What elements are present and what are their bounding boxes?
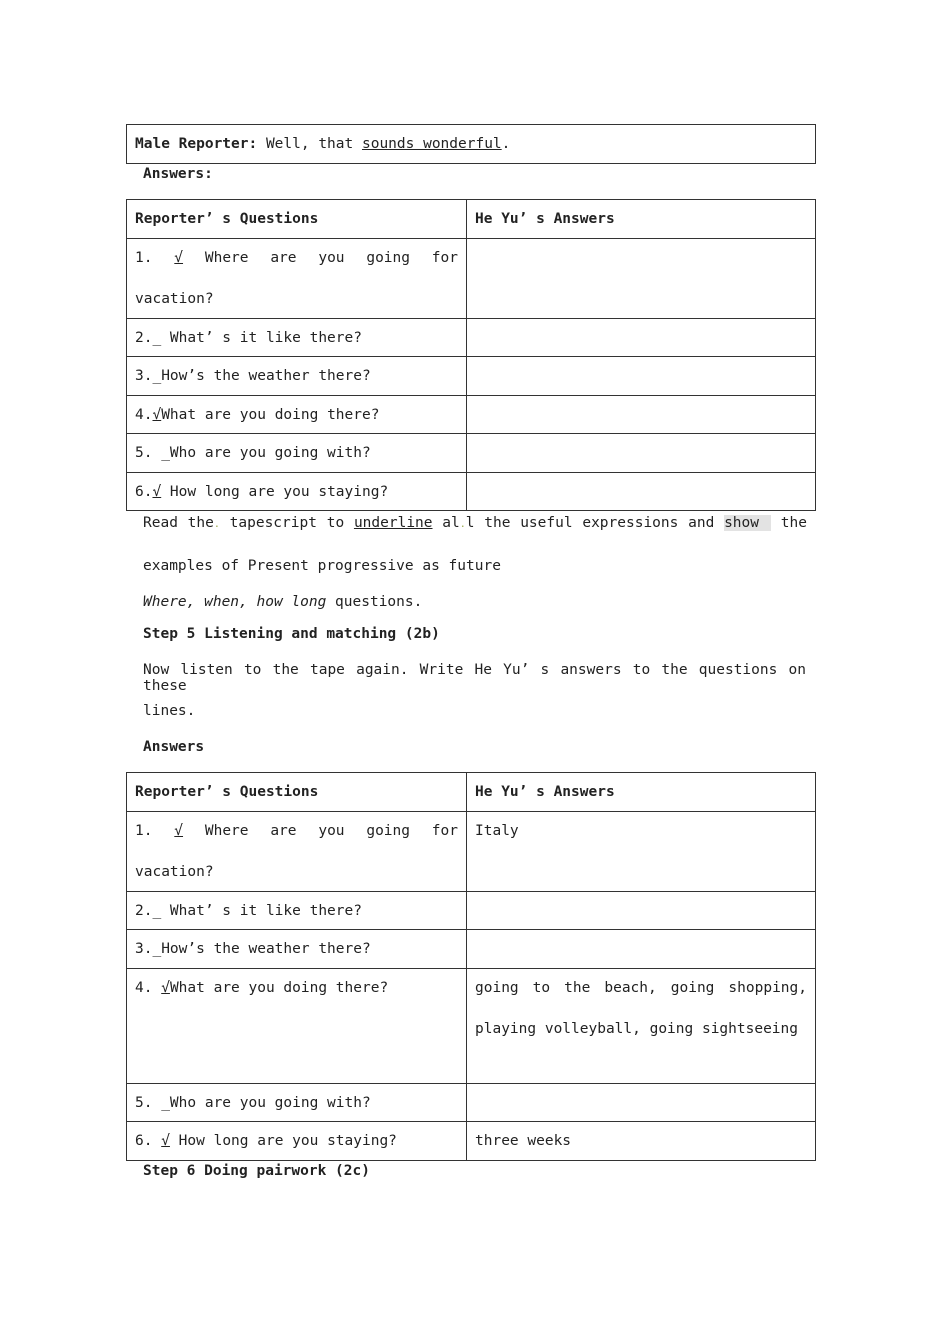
table-row: [127, 239, 816, 319]
question-cell: 5. _Who are you going with?: [127, 1084, 467, 1122]
table-row: [127, 812, 816, 892]
questions-table-1: [126, 199, 816, 511]
table-row: [127, 434, 816, 473]
table-row: [127, 892, 816, 930]
questions-table-2: [126, 772, 816, 1161]
checkmark: √: [152, 484, 162, 500]
header-questions: Reporter’ s Questions: [127, 200, 467, 239]
question-cell: 3._How’s the weather there?: [127, 930, 467, 969]
answer-cell: going to the beach, going shopping, playing volleyball, going sightseeing: [467, 969, 816, 1084]
table-row: [127, 357, 816, 396]
header-questions: Reporter’ s Questions: [127, 773, 467, 812]
answer-cell: [467, 473, 816, 511]
question-cell: 4. √What are you doing there?: [127, 969, 467, 1084]
checkmark: √: [161, 980, 170, 996]
answer-cell: three weeks: [467, 1122, 816, 1161]
table-row: [127, 969, 816, 1084]
question-cell: 3._How’s the weather there?: [127, 357, 467, 396]
step6-heading: Step 6 Doing pairwork (2c): [143, 1163, 370, 1179]
underlined-phrase: sounds wonderful: [361, 136, 502, 152]
step5-line2: lines.: [143, 703, 196, 719]
question-cell: 6.√ How long are you staying?: [127, 473, 467, 511]
table-row: [127, 1084, 816, 1122]
question-cell: 4.√What are you doing there?: [127, 396, 467, 434]
male-reporter-line: Male Reporter: Well, that sounds wonderful.: [127, 125, 816, 164]
answer-cell: [467, 1084, 816, 1122]
question-cell: 2._ What’ s it like there?: [127, 892, 467, 930]
answers-label-1: Answers:: [143, 166, 213, 182]
checkmark: √: [174, 823, 184, 839]
table-row: [127, 396, 816, 434]
instruction-paragraph: Read the. tapescript to underline al.l the useful expressions and show the examples of Present progressive as future Where, when, how long questions.: [143, 515, 807, 610]
table-row: [127, 319, 816, 357]
answers-label-2: Answers: [143, 739, 205, 755]
answer-cell: [467, 892, 816, 930]
question-cell: 2._ What’ s it like there?: [127, 319, 467, 357]
question-cell: 1. √ Where are you going for vacation?: [127, 812, 467, 892]
table-header-row: [127, 200, 816, 239]
header-answers: He Yu’ s Answers: [467, 773, 816, 812]
table-header-row: [127, 773, 816, 812]
checkmark: √: [174, 250, 184, 266]
question-cell: 6. √ How long are you staying?: [127, 1122, 467, 1161]
answer-cell: [467, 357, 816, 396]
answer-cell: [467, 396, 816, 434]
step5-heading: Step 5 Listening and matching (2b): [143, 626, 440, 642]
answer-cell: [467, 239, 816, 319]
answer-cell: Italy: [467, 812, 816, 892]
table-row: [127, 930, 816, 969]
header-answers: He Yu’ s Answers: [467, 200, 816, 239]
highlighted-word: show: [724, 515, 771, 531]
question-cell: 5. _Who are you going with?: [127, 434, 467, 473]
table-row: [127, 1122, 816, 1161]
checkmark: √: [161, 1133, 170, 1149]
checkmark: √: [152, 407, 162, 423]
top-dialogue-table: [126, 124, 816, 164]
step5-line1: Now listen to the tape again. Write He Yu’ s answers to the questions on these: [143, 662, 806, 694]
underline-word: underline: [353, 515, 433, 531]
question-cell: 1. √ Where are you going for vacation?: [127, 239, 467, 319]
speaker-label: Male Reporter:: [135, 136, 258, 152]
answer-cell: [467, 319, 816, 357]
table-row: [127, 473, 816, 511]
answer-cell: [467, 434, 816, 473]
answer-cell: [467, 930, 816, 969]
